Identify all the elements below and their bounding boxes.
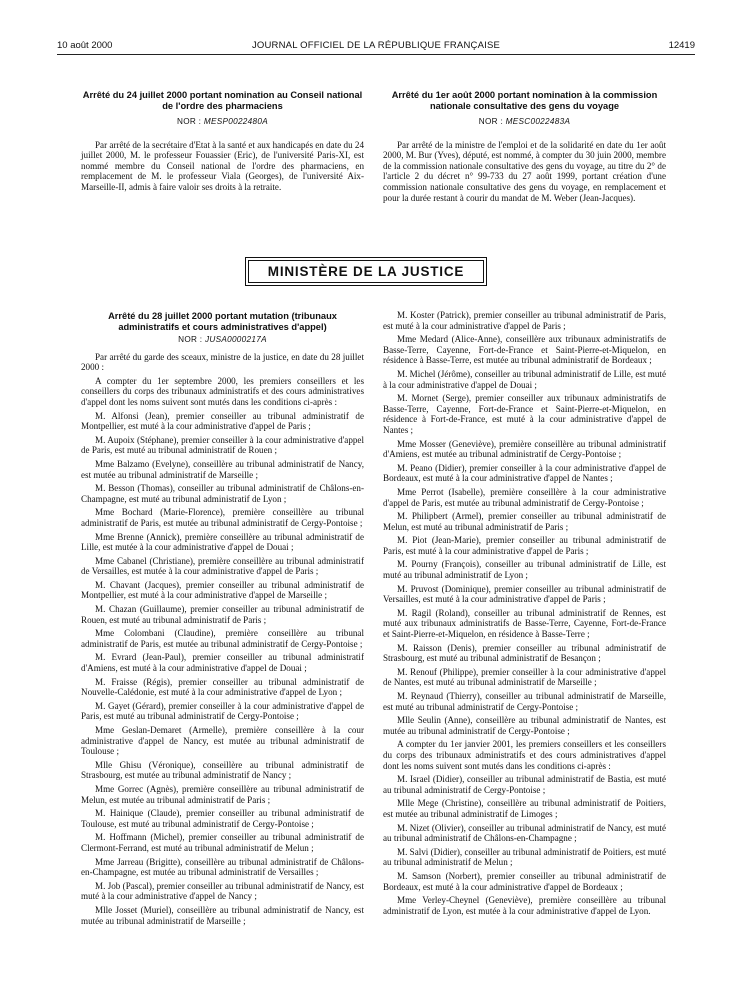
decree-paragraph: Mme Geslan-Demaret (Armelle), première conseillère à la cour administrative d'appel de Nancy, est mutée au tribunal administratif de Toulouse ; [81,725,364,757]
decree-title: Arrêté du 1er août 2000 portant nomination à la commission nationale consultative des gens du voyage [391,90,658,111]
ministry-heading-box [245,257,487,286]
decree-paragraph: M. Reynaud (Thierry), conseiller au tribunal administratif de Marseille, est muté au tribunal administratif de Cergy-Pontoise ; [383,691,666,712]
decree-paragraph: M. Gayet (Gérard), premier conseiller à la cour administrative d'appel de Paris, est muté au tribunal administratif de Cergy-Pontoise ; [81,700,364,722]
decree-paragraph: Mme Bochard (Marie-Florence), première conseillère au tribunal administratif de Paris, est mutée au tribunal administratif de Cergy-Pontoise ; [81,507,364,528]
decree-paragraph: Mlle Josset (Muriel), conseillère au tribunal administratif de Nancy, est mutée au tribunal administratif de Marseille ; [81,904,364,926]
decree-paragraph: Mlle Ghisu (Véronique), conseillère au tribunal administratif de Strasbourg, est mutée au tribunal administratif de Nancy ; [81,759,364,781]
decree-paragraph: M. Besson (Thomas), conseiller au tribunal administratif de Châlons-en-Champagne, est muté au tribunal administratif de Lyon ; [81,483,364,504]
decree-paragraph: M. Job (Pascal), premier conseiller au tribunal administratif de Nancy, est muté à la cour administrative d'appel de Nancy ; [81,880,364,902]
decree-paragraph: Mme Mosser (Geneviève), première conseillère au tribunal administratif d'Amiens, est mutée au tribunal administratif de Cergy-Pontoise ; [383,438,666,460]
decree-paragraph: M. Hoffmann (Michel), premier conseiller au tribunal administratif de Clermont-Ferrand, est muté au tribunal administratif de Melun ; [81,832,364,853]
decree-paragraph: M. Peano (Didier), premier conseiller à la cour administrative d'appel de Bordeaux, est muté à la cour administrative d'appel de Nantes ; [383,462,666,484]
decree-paragraph: A compter du 1er janvier 2001, les premiers conseillers et les conseillers du corps des tribunaux administratifs et des cours administratives d'appel dont les noms suivent sont mutés dans les conditions ci-après : [383,739,666,771]
decree-paragraph: M. Israel (Didier), conseiller au tribunal administratif de Bastia, est muté au tribunal administratif de Cergy-Pontoise ; [383,774,666,795]
paragraph-list [383,310,666,916]
decree-paragraph: M. Alfonsi (Jean), premier conseiller au tribunal administratif de Montpellier, est muté à la cour administrative d'appel de Paris ; [81,410,364,432]
decree-paragraph: Mme Medard (Alice-Anne), conseillère aux tribunaux administratifs de Basse-Terre, Cayenne, Fort-de-France et Saint-Pierre-et-Miquelon, en résidence à Basse-Terre, est mutée au tribunal administratif de Bordeaux ; [383,334,666,366]
decree-paragraph: M. Chavant (Jacques), premier conseiller au tribunal administratif de Montpellier, est muté à la cour administrative d'appel de Marseille ; [81,579,364,601]
decree-paragraph: M. Pruvost (Dominique), premier conseiller au tribunal administratif de Versailles, est muté à la cour administrative d'appel de Paris ; [383,583,666,605]
decree-paragraph: Mme Jarreau (Brigitte), conseillère au tribunal administratif de Châlons-en-Champagne, est mutée au tribunal administratif de Versailles ; [81,856,364,878]
decree-paragraph: A compter du 1er septembre 2000, les premiers conseillers et les conseillers du corps des tribunaux administratifs et des cours administratives d'appel dont les noms suivent sont mutés dans les conditions ci-après : [81,375,364,407]
decree-paragraph: M. Piot (Jean-Marie), premier conseiller au tribunal administratif de Paris, est muté à la cour administrative d'appel de Paris ; [383,535,666,556]
nor-label: NOR : [478,117,504,126]
decree-pharmaciens [81,90,364,193]
decree-title: Arrêté du 24 juillet 2000 portant nomination au Conseil national de l'ordre des pharmaciens [82,90,363,111]
decree-title: Arrêté du 28 juillet 2000 portant mutation (tribunaux administratifs et cours administratives d'appel) [108,311,337,332]
decree-paragraph: M. Mornet (Serge), premier conseiller aux tribunaux administratifs de Basse-Terre, Cayenne, Fort-de-France et Saint-Pierre-et-Miquelon, en résidence à Fort-de-France, est muté à la cour administrative d'appel de Nantes ; [383,393,666,435]
decree-paragraph: M. Koster (Patrick), premier conseiller au tribunal administratif de Paris, est muté à la cour administrative d'appel de Paris ; [383,310,666,331]
page-header [57,40,695,55]
decree-paragraph: M. Fraisse (Régis), premier conseiller au tribunal administratif de Nouvelle-Calédonie, est muté à la cour administrative d'appel de Lyon ; [81,676,364,698]
nor-reference [383,117,666,128]
decree-paragraph: Mme Verley-Cheynel (Geneviève), première conseillère au tribunal administratif de Lyon, est mutée à la cour administrative d'appel de Lyon. [383,895,666,916]
decree-paragraph: Mme Perrot (Isabelle), première conseillère à la cour administrative d'appel de Paris, est mutée au tribunal administratif de Cergy-Pontoise ; [383,486,666,508]
decree-paragraph: Mlle Mege (Christine), conseillère au tribunal administratif de Poitiers, est mutée au tribunal administratif de Limoges ; [383,798,666,819]
decree-paragraph: Mlle Seulin (Anne), conseillère au tribunal administratif de Nantes, est mutée au tribunal administratif de Cergy-Pontoise ; [383,715,666,736]
decree-paragraph: M. Chazan (Guillaume), premier conseiller au tribunal administratif de Rouen, est muté au tribunal administratif de Paris ; [81,604,364,625]
nor-label: NOR : [178,335,203,344]
nor-code: MESP0022480A [203,117,268,126]
decree-paragraph: M. Salvi (Didier), conseiller au tribunal administratif de Poitiers, est muté au tribunal administratif de Melun ; [383,846,666,868]
decree-paragraph: M. Philipbert (Armel), premier conseiller au tribunal administratif de Melun, est muté au tribunal administratif de Paris ; [383,511,666,532]
decree-body: Par arrêté de la ministre de l'emploi et de la solidarité en date du 1er août 2000, M. Bur (Yves), député, est nommé, à compter du 30 juin 2000, membre de la commission nationale consultative des gens du voyage, au titre du 2° de l'article 2 du décret n° 99-733 du 27 août 1999, portant création d'une commission nationale consultative des gens du voyage, en remplacement et pour la durée restant à courir du mandat de M. Weber (Jean-Jacques). [383,139,666,203]
decree-paragraph: Mme Balzamo (Evelyne), conseillère au tribunal administratif de Nancy, est mutée au tribunal administratif de Marseille ; [81,458,364,480]
decree-justice-left-column [81,311,364,926]
decree-paragraph: M. Evrard (Jean-Paul), premier conseiller au tribunal administratif d'Amiens, est muté à la cour administrative d'appel de Douai ; [81,652,364,674]
decree-paragraph: M. Hainique (Claude), premier conseiller au tribunal administratif de Toulouse, est muté au tribunal administratif de Cergy-Pontoise ; [81,808,364,829]
decree-justice-right-column [383,307,666,916]
paragraph-list [81,352,364,927]
decree-paragraph: M. Raisson (Denis), premier conseiller au tribunal administratif de Strasbourg, est muté au tribunal administratif de Besançon ; [383,642,666,664]
decree-paragraph: Par arrêté du garde des sceaux, ministre de la justice, en date du 28 juillet 2000 : [81,351,364,373]
decree-paragraph: M. Ragil (Roland), conseiller au tribunal administratif de Rennes, est muté aux tribunaux administratifs de Basse-Terre, Cayenne, Fort-de-France et Saint-Pierre-et-Miquelon, en résidence à Basse-Terre ; [383,607,666,640]
nor-code: MESC0022483A [505,117,571,126]
decree-paragraph: Mme Brenne (Annick), première conseillère au tribunal administratif de Lille, est mutée à la cour administrative d'appel de Douai ; [81,531,364,553]
decree-paragraph: M. Aupoix (Stéphane), premier conseiller à la cour administrative d'appel de Paris, est muté au tribunal administratif de Rouen ; [81,434,364,456]
nor-label: NOR : [177,117,202,126]
decree-paragraph: M. Michel (Jérôme), conseiller au tribunal administratif de Lille, est muté à la cour administrative d'appel de Douai ; [383,368,666,390]
decree-paragraph: M. Nizet (Olivier), conseiller au tribunal administratif de Nancy, est muté au tribunal administratif de Châlons-en-Champagne ; [383,822,666,844]
nor-reference [81,117,364,128]
decree-paragraph: M. Samson (Norbert), premier conseiller au tribunal administratif de Bordeaux, est muté à la cour administrative d'appel de Bordeaux ; [383,870,666,892]
decree-paragraph: M. Renouf (Philippe), premier conseiller à la cour administrative d'appel de Nantes, est muté au tribunal administratif de Marseille ; [383,666,666,688]
ministry-heading: MINISTÈRE DE LA JUSTICE [248,260,484,283]
decree-paragraph: Mme Gorrec (Agnès), première conseillère au tribunal administratif de Melun, est mutée au tribunal administratif de Paris ; [81,783,364,805]
decree-paragraph: Mme Colombani (Claudine), première conseillère au tribunal administratif de Paris, est mutée au tribunal administratif de Cergy-Pontoise ; [81,628,364,649]
page-number: 12419 [668,40,695,51]
nor-reference [81,335,364,346]
decree-paragraph: M. Pourny (François), conseiller au tribunal administratif de Lille, est muté au tribunal administratif de Lyon ; [383,559,666,581]
journal-title: JOURNAL OFFICIEL DE LA RÉPUBLIQUE FRANÇAISE [251,40,501,51]
issue-date: 10 août 2000 [57,40,113,51]
decree-body: Par arrêté de la secrétaire d'Etat à la santé et aux handicapés en date du 24 juillet 2000, M. le professeur Fouassier (Eric), de l'université Paris-XI, est nommé membre du Conseil national de l'ordre des pharmaciens, en remplacement de M. le professeur Viala (Georges), de l'université Aix-Marseille-II, admis à faire valoir ses droits à la retraite. [81,139,365,192]
nor-code: JUSA0000217A [204,335,267,344]
decree-paragraph: Mme Cabanel (Christiane), première conseillère au tribunal administratif de Versailles, est mutée à la cour administrative d'appel de Paris ; [81,555,364,577]
decree-gens-du-voyage [383,90,666,203]
